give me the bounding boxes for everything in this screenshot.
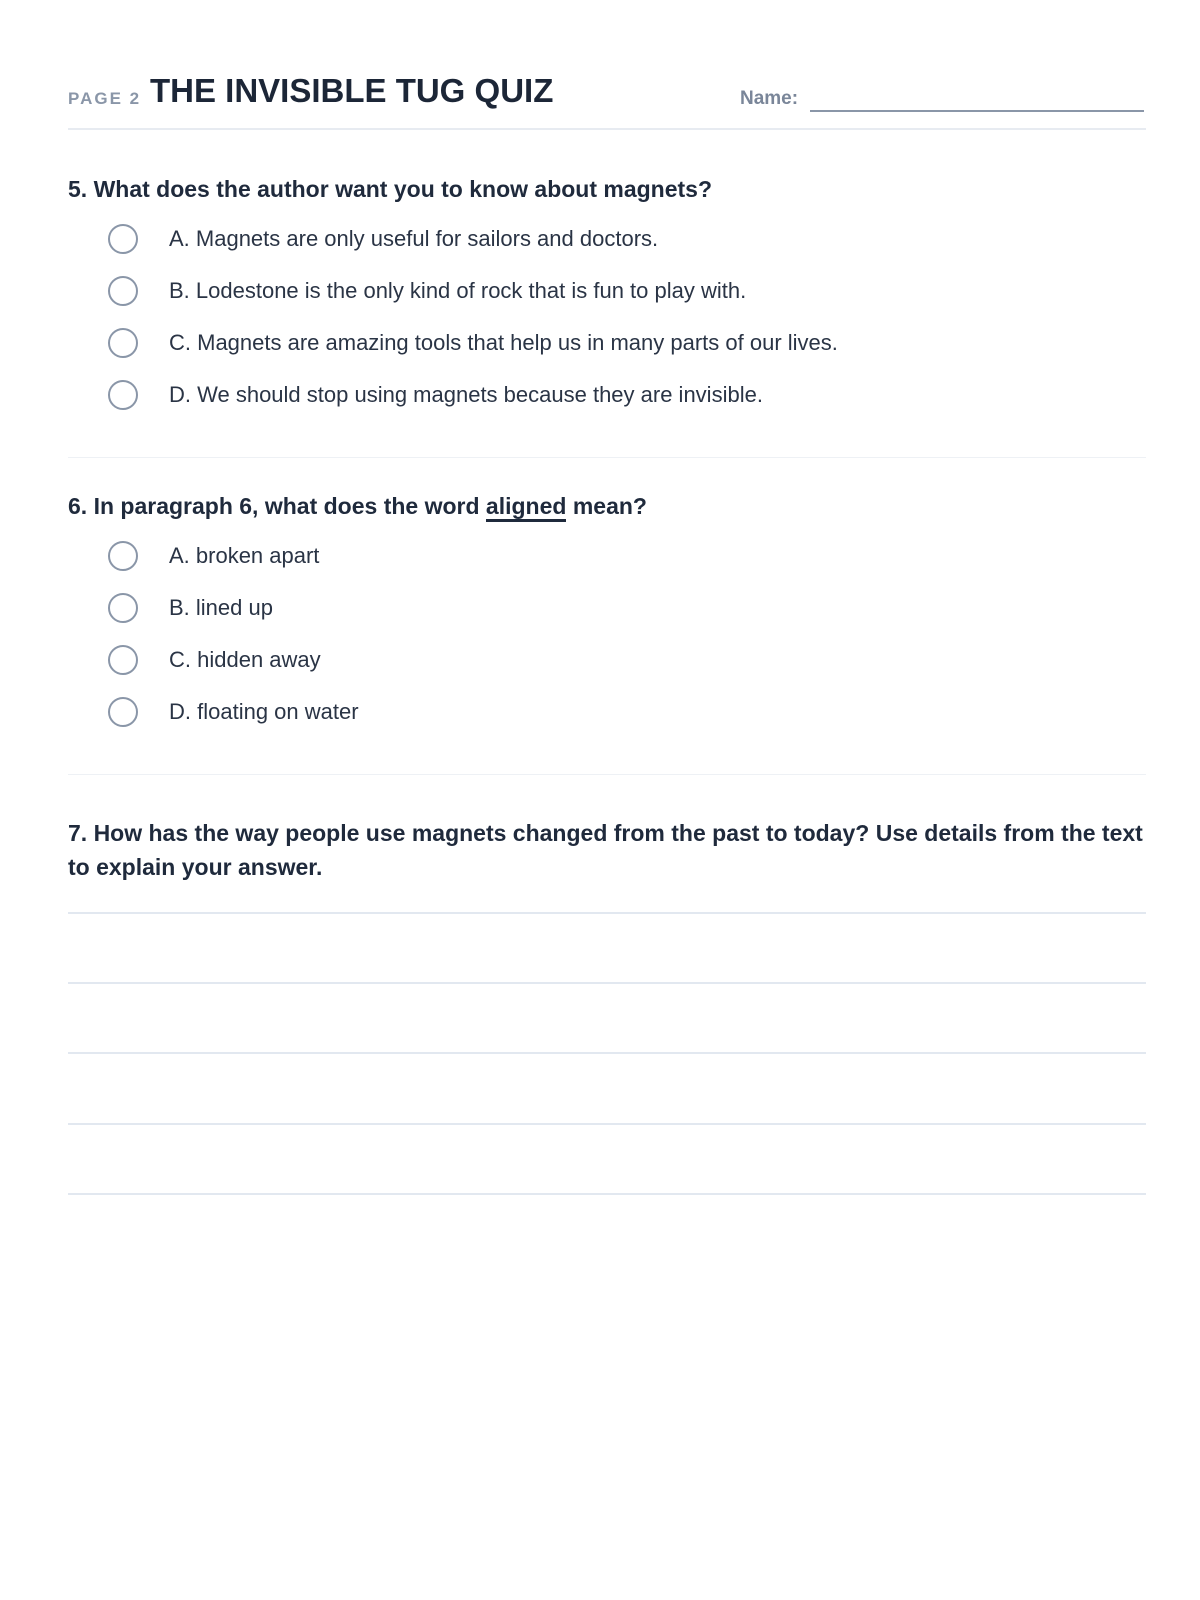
question-6-text bbox=[68, 489, 1146, 523]
option-label: B. lined up bbox=[169, 595, 273, 620]
name-label: Name: bbox=[740, 88, 799, 109]
answer-line[interactable] bbox=[68, 912, 1146, 914]
option-6b[interactable] bbox=[68, 585, 1146, 637]
option-5d[interactable] bbox=[68, 372, 1146, 424]
option-label: C. hidden away bbox=[169, 647, 321, 672]
question-6 bbox=[68, 489, 1146, 741]
page-number: PAGE 2 bbox=[68, 89, 142, 108]
answer-line[interactable] bbox=[68, 982, 1146, 984]
divider bbox=[68, 774, 1146, 775]
name-field[interactable] bbox=[740, 86, 1144, 116]
radio-circle[interactable] bbox=[108, 224, 138, 254]
question-6-keyword: aligned bbox=[486, 493, 567, 522]
radio-circle[interactable] bbox=[108, 276, 138, 306]
question-5-options bbox=[68, 216, 1146, 424]
option-5b[interactable] bbox=[68, 268, 1146, 320]
answer-line[interactable] bbox=[68, 1193, 1146, 1195]
question-6-text-before: 6. In paragraph 6, what does the word bbox=[68, 493, 480, 519]
page-header bbox=[68, 62, 1146, 130]
radio-circle[interactable] bbox=[108, 645, 138, 675]
option-6c[interactable] bbox=[68, 637, 1146, 689]
radio-circle[interactable] bbox=[108, 328, 138, 358]
option-label: C. Magnets are amazing tools that help us in many parts of our lives. bbox=[169, 330, 838, 355]
question-5-text: 5. What does the author want you to know about magnets? bbox=[68, 176, 713, 202]
option-label: A. broken apart bbox=[169, 543, 320, 568]
option-label: B. Lodestone is the only kind of rock that is fun to play with. bbox=[169, 278, 747, 303]
option-label: A. Magnets are only useful for sailors and doctors. bbox=[169, 226, 659, 251]
option-label: D. floating on water bbox=[169, 699, 359, 724]
question-5 bbox=[68, 172, 1146, 424]
option-label: D. We should stop using magnets because they are invisible. bbox=[169, 382, 763, 407]
radio-circle[interactable] bbox=[108, 697, 138, 727]
question-6-options bbox=[68, 533, 1146, 741]
option-6d[interactable] bbox=[68, 689, 1146, 741]
answer-line[interactable] bbox=[68, 1123, 1146, 1125]
question-7 bbox=[68, 816, 1146, 884]
radio-circle[interactable] bbox=[108, 541, 138, 571]
radio-circle[interactable] bbox=[108, 380, 138, 410]
name-line[interactable] bbox=[810, 110, 1144, 112]
option-6a[interactable] bbox=[68, 533, 1146, 585]
radio-circle[interactable] bbox=[108, 593, 138, 623]
answer-line[interactable] bbox=[68, 1052, 1146, 1054]
question-7-text: 7. How has the way people use magnets changed from the past to today? Use details from the text to explain your answer. bbox=[68, 820, 1143, 880]
question-6-text-after: mean? bbox=[572, 493, 647, 519]
option-5c[interactable] bbox=[68, 320, 1146, 372]
option-5a[interactable] bbox=[68, 216, 1146, 268]
page-title: THE INVISIBLE TUG QUIZ bbox=[150, 72, 554, 109]
divider bbox=[68, 457, 1146, 458]
